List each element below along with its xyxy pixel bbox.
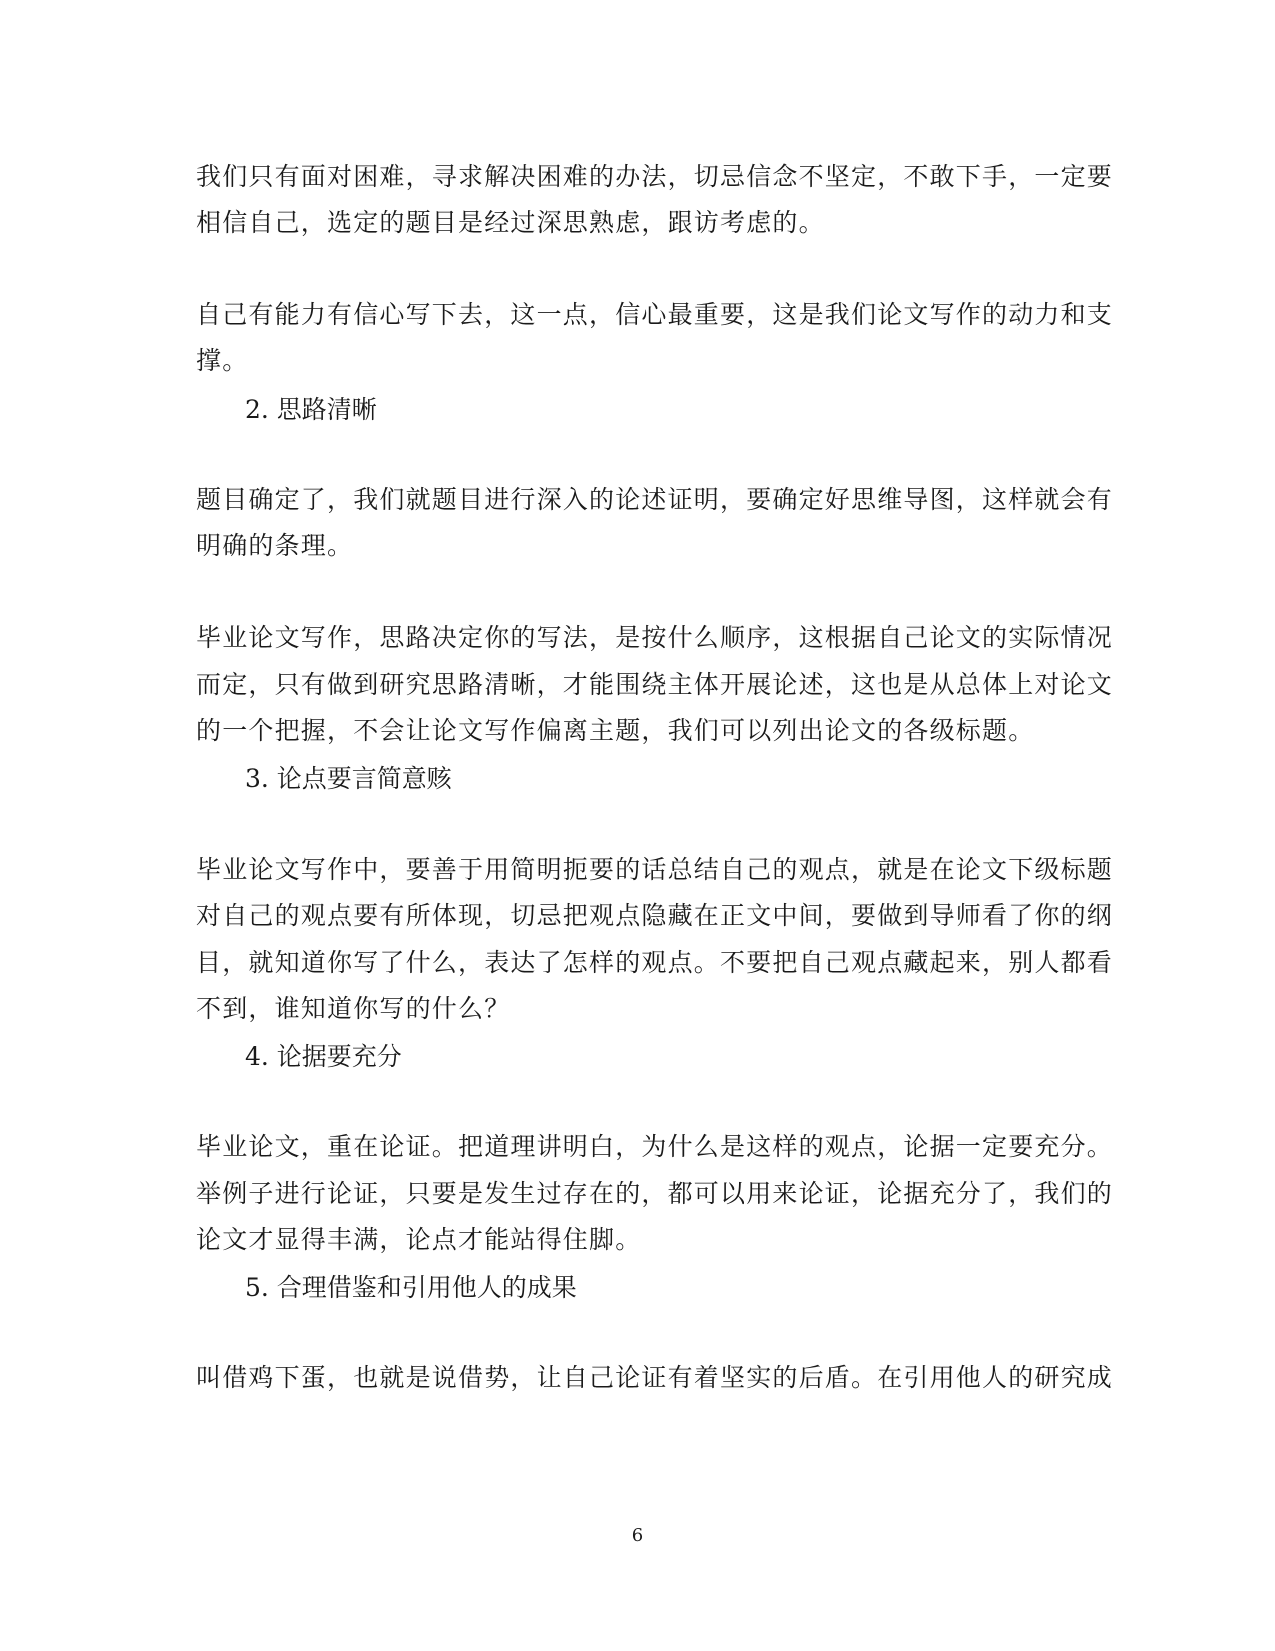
section-heading-4: 4. 论据要充分 xyxy=(245,1042,402,1071)
paragraph-3-line-2: 明确的条理。 xyxy=(196,531,354,560)
paragraph-2-line-1: 自己有能力有信心写下去，这一点，信心最重要，这是我们论文写作的动力和支 xyxy=(196,300,1114,329)
paragraph-6-line-1: 毕业论文，重在论证。把道理讲明白，为什么是这样的观点，论据一定要充分。 xyxy=(196,1132,1114,1161)
paragraph-4-line-3: 的一个把握，不会让论文写作偏离主题，我们可以列出论文的各级标题。 xyxy=(196,716,1035,745)
paragraph-5-line-4: 不到，谁知道你写的什么？ xyxy=(196,994,511,1023)
section-heading-2: 2. 思路清晰 xyxy=(245,395,377,424)
paragraph-2-line-2: 撑。 xyxy=(196,346,249,375)
paragraph-6-line-3: 论文才显得丰满，论点才能站得住脚。 xyxy=(196,1225,642,1254)
paragraph-1-line-2: 相信自己，选定的题目是经过深思熟虑，跟访考虑的。 xyxy=(196,208,825,237)
paragraph-7-line-1: 叫借鸡下蛋，也就是说借势，让自己论证有着坚实的后盾。在引用他人的研究成 xyxy=(196,1363,1114,1392)
paragraph-5-line-2: 对自己的观点要有所体现，切忌把观点隐藏在正文中间，要做到导师看了你的纲 xyxy=(196,901,1114,930)
paragraph-3-line-1: 题目确定了，我们就题目进行深入的论述证明，要确定好思维导图，这样就会有 xyxy=(196,485,1114,514)
section-heading-5: 5. 合理借鉴和引用他人的成果 xyxy=(245,1273,577,1302)
page-number: 6 xyxy=(631,1525,644,1546)
section-heading-3: 3. 论点要言简意赅 xyxy=(245,764,452,793)
paragraph-4-line-2: 而定，只有做到研究思路清晰，才能围绕主体开展论述，这也是从总体上对论文 xyxy=(196,670,1114,699)
paragraph-4-line-1: 毕业论文写作，思路决定你的写法，是按什么顺序，这根据自己论文的实际情况 xyxy=(196,623,1114,652)
paragraph-6-line-2: 举例子进行论证，只要是发生过存在的，都可以用来论证，论据充分了，我们的 xyxy=(196,1179,1114,1208)
paragraph-5-line-1: 毕业论文写作中，要善于用简明扼要的话总结自己的观点，就是在论文下级标题 xyxy=(196,855,1114,884)
paragraph-1-line-1: 我们只有面对困难，寻求解决困难的办法，切忌信念不坚定，不敢下手，一定要 xyxy=(196,162,1114,191)
paragraph-5-line-3: 目，就知道你写了什么，表达了怎样的观点。不要把自己观点藏起来，别人都看 xyxy=(196,948,1114,977)
